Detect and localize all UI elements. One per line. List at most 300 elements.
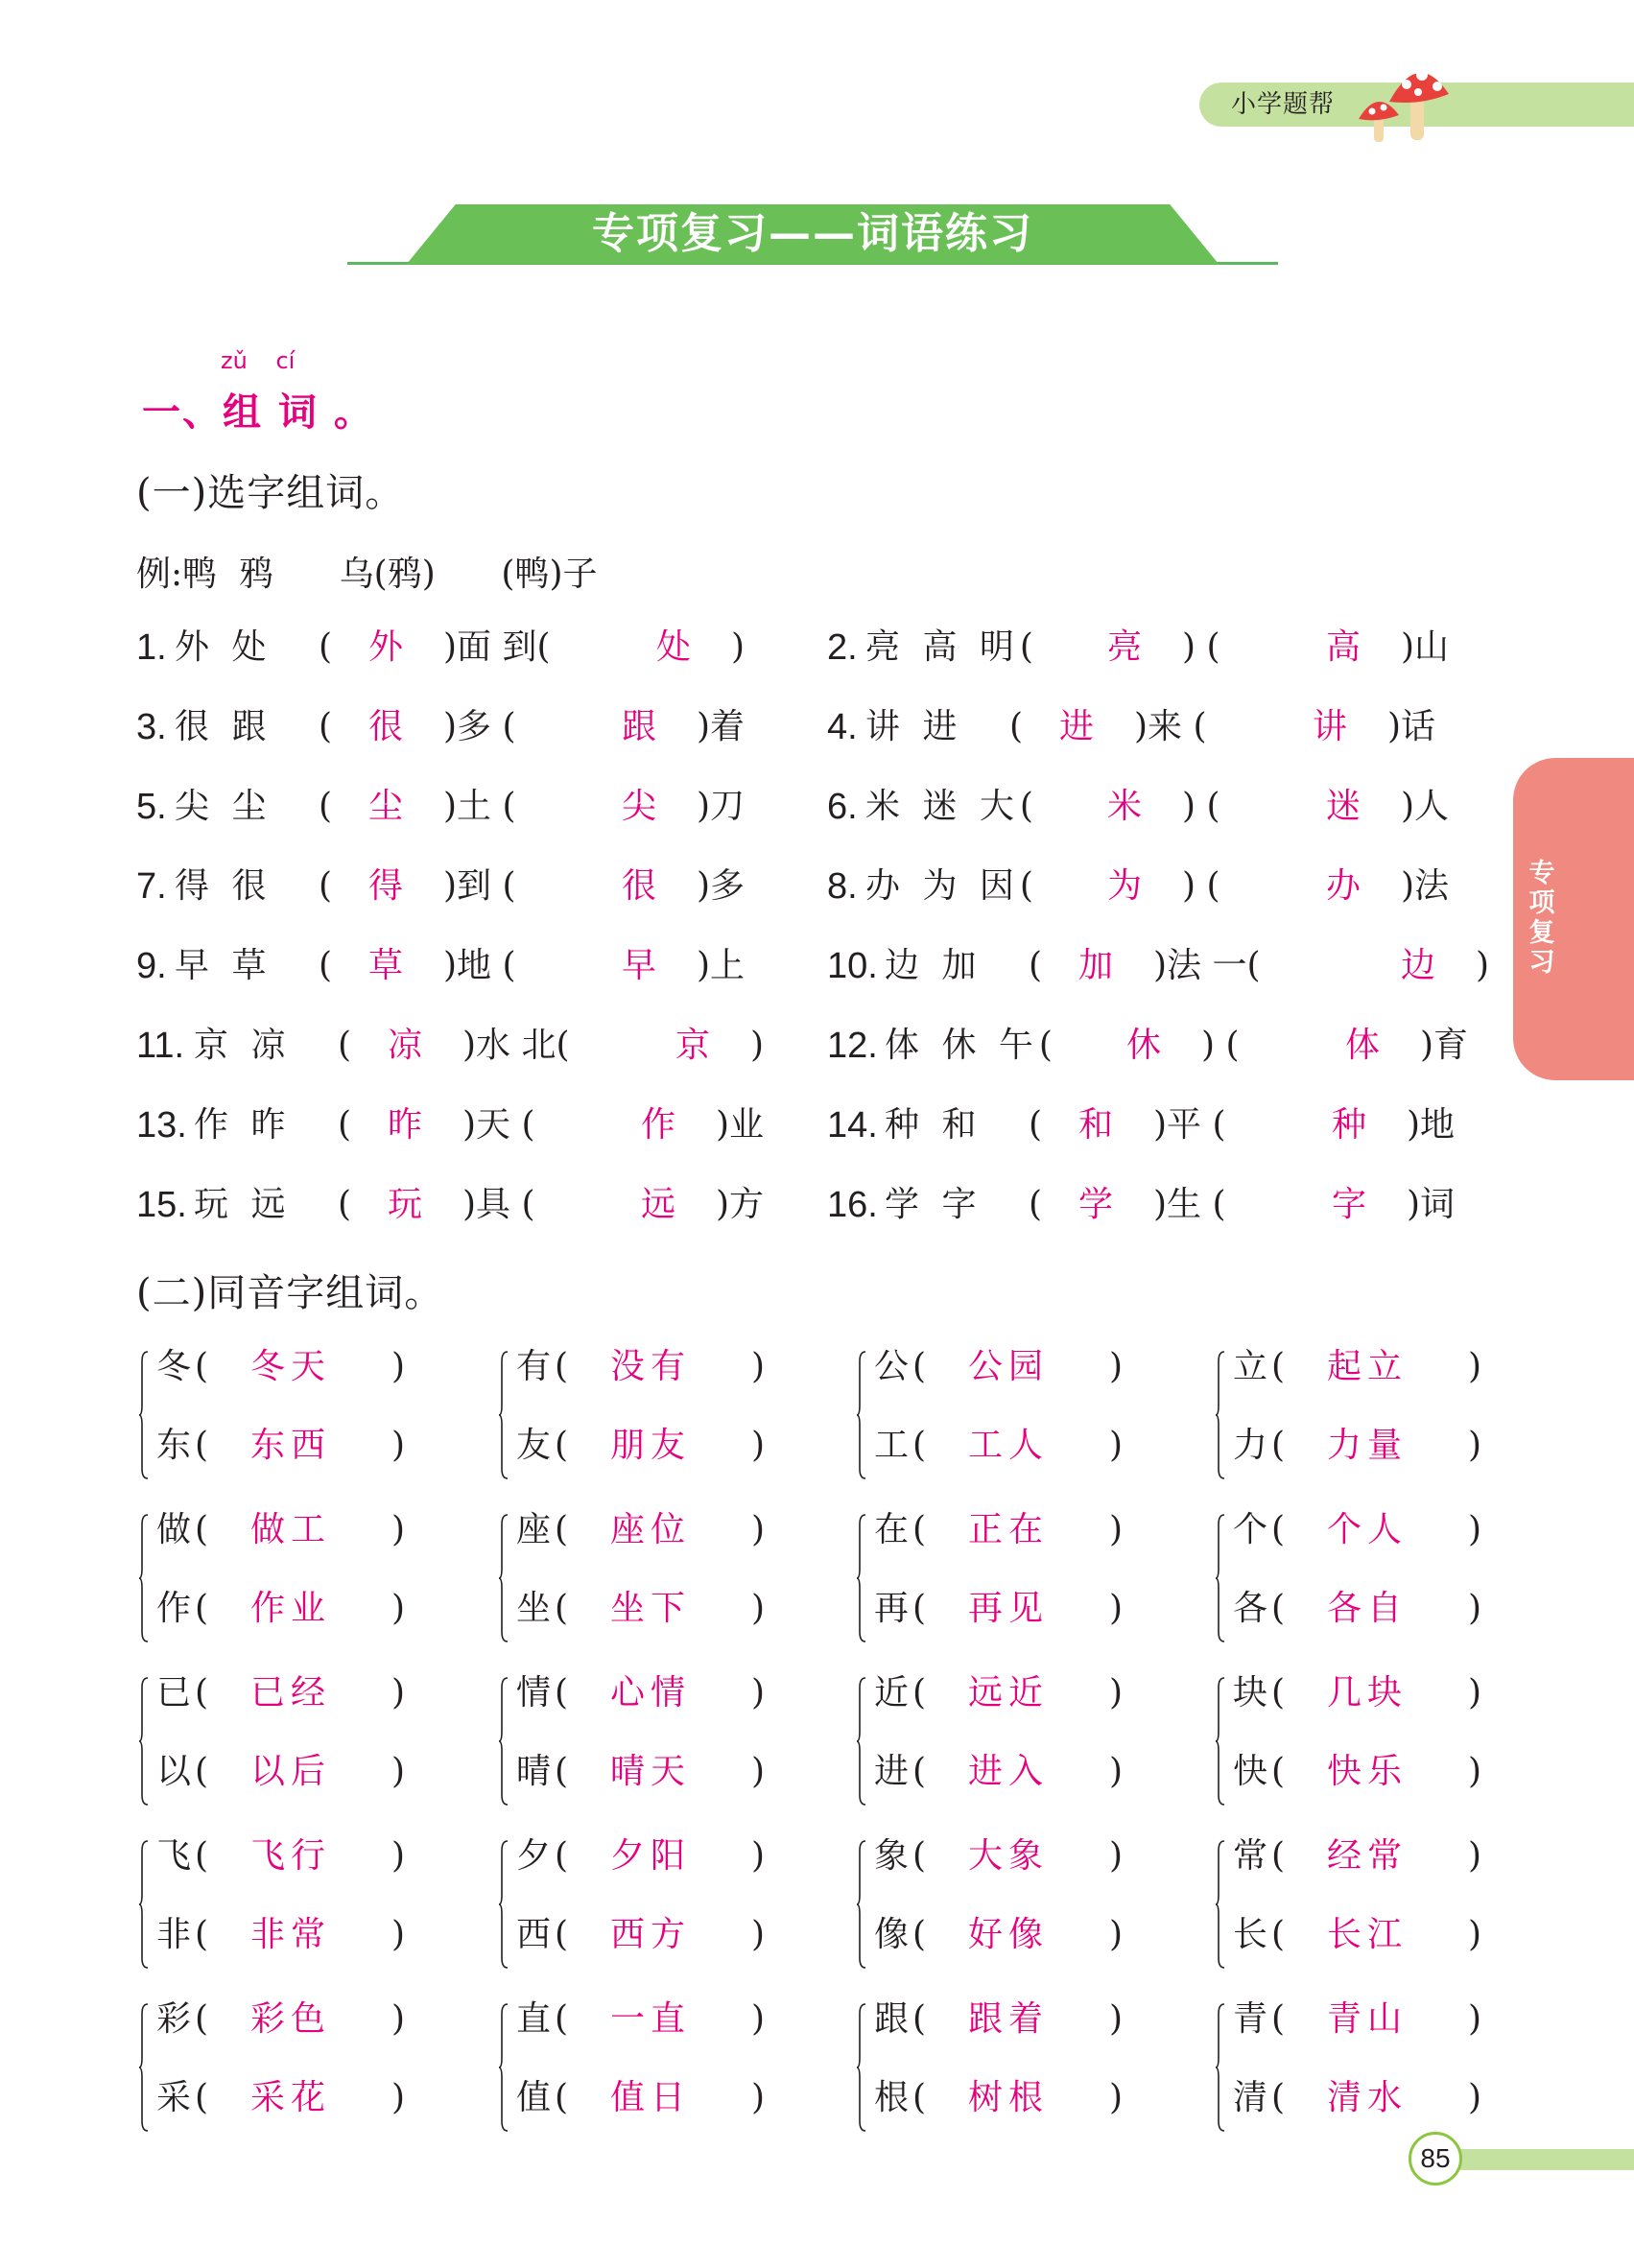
exercise-item: [136, 619, 808, 676]
homophone-char: 快: [1233, 1752, 1268, 1791]
exercise-item: [136, 858, 808, 915]
open-paren: (: [912, 1347, 927, 1386]
example-line: 例:鸭 鸦 乌(鸦) (鸭)子: [136, 555, 598, 594]
exercise-item: [827, 1176, 1499, 1234]
pair-row: [1233, 1417, 1540, 1475]
answer-text: 没有: [609, 1347, 691, 1386]
open-paren: (: [912, 1510, 927, 1549]
close-paren: ): [751, 1836, 766, 1876]
open-paren: (: [1271, 1510, 1286, 1549]
close-paren: ): [391, 1589, 406, 1628]
page-number: 85: [1420, 2143, 1451, 2173]
homophone-char: 已: [156, 1673, 192, 1713]
answer-text: 外: [367, 627, 403, 667]
homophone-char: 晴: [516, 1752, 552, 1791]
item-suffix: )话: [1387, 707, 1436, 746]
pair-row: [156, 1743, 463, 1801]
open-paren: (: [195, 2078, 209, 2117]
answer-text: 晴天: [609, 1752, 691, 1791]
homophone-pair: [1216, 1991, 1561, 2154]
pair-row: [516, 1991, 823, 2048]
answer-text: 西方: [609, 1915, 691, 1954]
pair-row: [156, 1665, 463, 1722]
pair-row: [516, 1338, 823, 1396]
open-paren: (: [338, 1105, 352, 1145]
open-paren: (: [555, 1915, 569, 1954]
pair-row: [874, 1338, 1181, 1396]
answer-text: 远: [640, 1185, 675, 1224]
answer-text: 很: [621, 866, 656, 906]
homophone-pair: [499, 1991, 844, 2154]
footer-bar: [1439, 2149, 1634, 2170]
item-middle: )地 (: [443, 946, 516, 985]
item-suffix: ): [750, 1026, 765, 1065]
homophone-char: 做: [156, 1510, 192, 1549]
homophone-pair: [1216, 1665, 1561, 1828]
homophone-pair: [499, 1665, 844, 1828]
pair-row: [874, 1580, 1181, 1638]
answer-text: 以后: [249, 1752, 331, 1791]
pair-row: [516, 1501, 823, 1559]
brace-icon: [139, 2000, 149, 2135]
homophone-char: 情: [516, 1673, 552, 1713]
open-paren: (: [912, 1999, 927, 2039]
answer-text: 进入: [967, 1752, 1049, 1791]
item-chars: 米 迷 大(: [865, 787, 1039, 826]
item-chars: 京 凉: [194, 1026, 292, 1065]
homophone-char: 作: [156, 1589, 192, 1628]
exercise-item: [136, 778, 808, 836]
pair-row: [1233, 1338, 1540, 1396]
answer-text: 做工: [249, 1510, 331, 1549]
homophone-char: 青: [1233, 1999, 1268, 2039]
homophone-pair: [857, 1665, 1202, 1828]
homophone-pair: [139, 1991, 485, 2154]
pair-row: [1233, 1828, 1540, 1885]
answer-text: 作业: [249, 1589, 331, 1628]
item-chars: 玩 远: [194, 1185, 292, 1224]
open-paren: (: [1029, 1185, 1043, 1224]
open-paren: (: [195, 1347, 209, 1386]
homophone-char: 工: [874, 1426, 910, 1465]
item-middle: )面 到(: [443, 627, 551, 667]
answer-text: 个人: [1326, 1510, 1408, 1549]
close-paren: ): [751, 1426, 766, 1465]
part2-heading: (二)同音字组词。: [136, 1271, 444, 1315]
item-middle: )来 (: [1134, 707, 1207, 746]
brace-icon: [139, 1837, 149, 1972]
item-number: 8.: [827, 866, 858, 907]
close-paren: ): [1109, 1510, 1124, 1549]
item-number: 16.: [827, 1185, 878, 1225]
homophone-pair: [139, 1501, 485, 1665]
pair-row: [1233, 1991, 1540, 2048]
item-chars: 体 休 午(: [885, 1026, 1058, 1065]
homophone-pair: [139, 1828, 485, 1991]
brace-icon: [1216, 2000, 1225, 2135]
homophone-char: 个: [1233, 1510, 1268, 1549]
item-middle: )到 (: [443, 866, 516, 906]
close-paren: ): [391, 1915, 406, 1954]
answer-text: 经常: [1326, 1836, 1408, 1876]
homophone-pair: [1216, 1338, 1561, 1501]
exercise-item: [827, 619, 1499, 676]
answer-text: 很: [367, 707, 403, 746]
close-paren: ): [1468, 1999, 1482, 2039]
brace-icon: [499, 2000, 509, 2135]
open-paren: (: [912, 1589, 927, 1628]
homophone-pair: [139, 1338, 485, 1501]
homophone-char: 力: [1233, 1426, 1268, 1465]
pair-row: [156, 1501, 463, 1559]
answer-text: 坐下: [609, 1589, 691, 1628]
exercise-item: [136, 1017, 808, 1075]
close-paren: ): [751, 1673, 766, 1713]
answer-text: 尖: [621, 787, 656, 826]
item-suffix: )上: [697, 946, 746, 985]
close-paren: ): [391, 2078, 406, 2117]
answer-text: 朋友: [609, 1426, 691, 1465]
pair-row: [874, 2069, 1181, 2127]
item-number: 15.: [136, 1185, 187, 1225]
answer-text: 清水: [1326, 2078, 1408, 2117]
answer-text: 玩: [387, 1185, 422, 1224]
open-paren: (: [912, 1673, 927, 1713]
open-paren: (: [1271, 1589, 1286, 1628]
close-paren: ): [391, 1426, 406, 1465]
answer-text: 飞行: [249, 1836, 331, 1876]
homophone-char: 非: [156, 1915, 192, 1954]
item-middle: ) (: [1182, 866, 1220, 906]
open-paren: (: [195, 1426, 209, 1465]
open-paren: (: [195, 1589, 209, 1628]
answer-text: 进: [1058, 707, 1094, 746]
open-paren: (: [338, 1185, 352, 1224]
item-suffix: )人: [1401, 787, 1450, 826]
homophone-char: 根: [874, 2078, 910, 2117]
answer-text: 和: [1077, 1105, 1113, 1145]
item-suffix: )业: [716, 1105, 765, 1145]
open-paren: (: [319, 627, 333, 667]
answer-text: 心情: [609, 1673, 691, 1713]
close-paren: ): [391, 1347, 406, 1386]
answer-text: 边: [1400, 946, 1435, 985]
brace-icon: [139, 1511, 149, 1645]
item-number: 1.: [136, 627, 167, 668]
homophone-char: 西: [516, 1915, 552, 1954]
pair-row: [516, 1580, 823, 1638]
homophone-pair: [857, 1338, 1202, 1501]
answer-text: 一直: [609, 1999, 691, 2039]
answer-text: 树根: [967, 2078, 1049, 2117]
pair-row: [1233, 1743, 1540, 1801]
pair-row: [156, 1580, 463, 1638]
answer-text: 草: [367, 946, 403, 985]
open-paren: (: [1029, 1105, 1043, 1145]
close-paren: ): [751, 1915, 766, 1954]
homophone-char: 在: [874, 1510, 910, 1549]
item-middle: )平 (: [1153, 1105, 1226, 1145]
item-number: 5.: [136, 787, 167, 827]
exercise-item: [827, 858, 1499, 915]
item-middle: )土 (: [443, 787, 516, 826]
open-paren: (: [319, 707, 333, 746]
brand-label: 小学题帮: [1231, 90, 1336, 119]
pair-row: [1233, 1580, 1540, 1638]
homophone-char: 坐: [516, 1589, 552, 1628]
open-paren: (: [195, 1836, 209, 1876]
open-paren: (: [555, 1752, 569, 1791]
answer-text: 米: [1106, 787, 1142, 826]
item-chars: 亮 高 明(: [865, 627, 1039, 667]
close-paren: ): [1468, 2078, 1482, 2117]
pair-row: [874, 1991, 1181, 2048]
homophone-char: 值: [516, 2078, 552, 2117]
homophone-char: 东: [156, 1426, 192, 1465]
item-suffix: )着: [697, 707, 746, 746]
pair-row: [874, 1743, 1181, 1801]
section-pinyin: zǔ cí: [221, 347, 296, 374]
item-chars: 边 加: [885, 946, 983, 985]
item-chars: 办 为 因(: [865, 866, 1039, 906]
answer-text: 亮: [1106, 627, 1142, 667]
pair-row: [1233, 1665, 1540, 1722]
answer-text: 体: [1344, 1026, 1380, 1065]
item-chars: 很 跟: [175, 707, 272, 746]
pair-row: [156, 1906, 463, 1964]
answer-text: 长江: [1326, 1915, 1408, 1954]
homophone-char: 座: [516, 1510, 552, 1549]
brace-icon: [857, 2000, 866, 2135]
answer-text: 夕阳: [609, 1836, 691, 1876]
answer-text: 工人: [967, 1426, 1049, 1465]
homophone-char: 采: [156, 2078, 192, 2117]
close-paren: ): [751, 1999, 766, 2039]
pair-row: [1233, 1906, 1540, 1964]
close-paren: ): [1468, 1752, 1482, 1791]
pair-row: [516, 1743, 823, 1801]
open-paren: (: [912, 1752, 927, 1791]
item-chars: 学 字: [885, 1185, 983, 1224]
open-paren: (: [555, 1999, 569, 2039]
open-paren: (: [1271, 1836, 1286, 1876]
answer-text: 几块: [1326, 1673, 1408, 1713]
answer-text: 字: [1331, 1185, 1366, 1224]
answer-text: 得: [367, 866, 403, 906]
open-paren: (: [195, 1673, 209, 1713]
answer-text: 彩色: [249, 1999, 331, 2039]
brace-icon: [499, 1837, 509, 1972]
answer-text: 作: [640, 1105, 675, 1145]
item-middle: ) (: [1201, 1026, 1240, 1065]
item-middle: )具 (: [462, 1185, 535, 1224]
close-paren: ): [751, 1347, 766, 1386]
answer-text: 处: [655, 627, 691, 667]
close-paren: ): [1109, 1347, 1124, 1386]
close-paren: ): [1109, 1673, 1124, 1713]
answer-text: 昨: [387, 1105, 422, 1145]
exercise-item: [136, 937, 808, 995]
item-number: 11.: [136, 1026, 185, 1066]
homophone-char: 夕: [516, 1836, 552, 1876]
answer-text: 远近: [967, 1673, 1049, 1713]
homophone-pair: [857, 1991, 1202, 2154]
item-chars: 种 和: [885, 1105, 983, 1145]
close-paren: ): [1468, 1426, 1482, 1465]
brace-icon: [1216, 1348, 1225, 1482]
homophone-char: 冬: [156, 1347, 192, 1386]
answer-text: 力量: [1326, 1426, 1408, 1465]
item-chars: 尖 尘: [175, 787, 272, 826]
homophone-char: 近: [874, 1673, 910, 1713]
pair-row: [516, 2069, 823, 2127]
open-paren: (: [1009, 707, 1024, 746]
answer-text: 已经: [249, 1673, 331, 1713]
answer-text: 为: [1106, 866, 1142, 906]
pair-row: [516, 1665, 823, 1722]
item-middle: ) (: [1182, 627, 1220, 667]
homophone-char: 块: [1233, 1673, 1268, 1713]
close-paren: ): [1109, 2078, 1124, 2117]
pair-row: [874, 1501, 1181, 1559]
open-paren: (: [338, 1026, 352, 1065]
answer-text: 青山: [1326, 1999, 1408, 2039]
homophone-char: 彩: [156, 1999, 192, 2039]
answer-text: 跟着: [967, 1999, 1049, 2039]
item-chars: 讲 进: [865, 707, 963, 746]
answer-text: 讲: [1312, 707, 1347, 746]
item-number: 3.: [136, 707, 167, 747]
item-middle: ) (: [1182, 787, 1220, 826]
answer-text: 高: [1325, 627, 1361, 667]
close-paren: ): [1109, 1752, 1124, 1791]
brace-icon: [499, 1674, 509, 1808]
homophone-char: 各: [1233, 1589, 1268, 1628]
answer-text: 采花: [249, 2078, 331, 2117]
homophone-pair: [139, 1665, 485, 1828]
answer-text: 迷: [1325, 787, 1361, 826]
homophone-char: 再: [874, 1589, 910, 1628]
pair-row: [1233, 2069, 1540, 2127]
item-suffix: )育: [1420, 1026, 1469, 1065]
pair-row: [156, 1991, 463, 2048]
open-paren: (: [195, 1915, 209, 1954]
section-heading: 一、组 词 。: [142, 390, 374, 435]
brace-icon: [499, 1511, 509, 1645]
close-paren: ): [391, 1752, 406, 1791]
brace-icon: [857, 1511, 866, 1645]
open-paren: (: [195, 1999, 209, 2039]
answer-text: 快乐: [1326, 1752, 1408, 1791]
open-paren: (: [319, 946, 333, 985]
open-paren: (: [555, 1426, 569, 1465]
answer-text: 大象: [967, 1836, 1049, 1876]
homophone-char: 常: [1233, 1836, 1268, 1876]
homophone-char: 公: [874, 1347, 910, 1386]
answer-text: 京: [675, 1026, 710, 1065]
exercise-item: [136, 1176, 808, 1234]
brace-icon: [139, 1348, 149, 1482]
pair-row: [1233, 1501, 1540, 1559]
item-number: 14.: [827, 1105, 878, 1146]
side-tab-label: 专项复习: [1528, 859, 1555, 978]
answer-text: 早: [621, 946, 656, 985]
exercise-item: [136, 698, 808, 756]
open-paren: (: [555, 1589, 569, 1628]
brace-icon: [1216, 1837, 1225, 1972]
open-paren: (: [1029, 946, 1043, 985]
answer-text: 冬天: [249, 1347, 331, 1386]
brace-icon: [857, 1837, 866, 1972]
item-suffix: )法: [1401, 866, 1450, 906]
item-number: 12.: [827, 1026, 878, 1066]
close-paren: ): [751, 1510, 766, 1549]
open-paren: (: [912, 2078, 927, 2117]
answer-text: 再见: [967, 1589, 1049, 1628]
homophone-pair: [1216, 1501, 1561, 1665]
homophone-pair: [499, 1828, 844, 1991]
homophone-pair: [1216, 1828, 1561, 1991]
brace-icon: [139, 1674, 149, 1808]
answer-text: 尘: [367, 787, 403, 826]
answer-text: 凉: [387, 1026, 422, 1065]
item-chars: 作 昨: [194, 1105, 292, 1145]
item-number: 4.: [827, 707, 858, 747]
homophone-char: 立: [1233, 1347, 1268, 1386]
close-paren: ): [1468, 1673, 1482, 1713]
open-paren: (: [912, 1426, 927, 1465]
open-paren: (: [555, 1836, 569, 1876]
item-suffix: )方: [716, 1185, 765, 1224]
homophone-char: 直: [516, 1999, 552, 2039]
answer-text: 公园: [967, 1347, 1049, 1386]
item-middle: )法 一(: [1153, 946, 1261, 985]
close-paren: ): [1468, 1589, 1482, 1628]
open-paren: (: [555, 1673, 569, 1713]
open-paren: (: [1271, 1673, 1286, 1713]
item-number: 10.: [827, 946, 878, 986]
open-paren: (: [1271, 2078, 1286, 2117]
homophone-pair: [499, 1338, 844, 1501]
open-paren: (: [319, 866, 333, 906]
close-paren: ): [1468, 1915, 1482, 1954]
exercise-item: [827, 937, 1499, 995]
item-number: 6.: [827, 787, 858, 827]
homophone-pair: [499, 1501, 844, 1665]
exercise-item: [827, 1017, 1499, 1075]
close-paren: ): [1109, 1999, 1124, 2039]
answer-text: 座位: [609, 1510, 691, 1549]
open-paren: (: [555, 1347, 569, 1386]
close-paren: ): [391, 1673, 406, 1713]
close-paren: ): [1109, 1915, 1124, 1954]
homophone-pair: [857, 1828, 1202, 1991]
pair-row: [874, 1417, 1181, 1475]
item-number: 9.: [136, 946, 167, 986]
close-paren: ): [1109, 1836, 1124, 1876]
item-chars: 外 处: [175, 627, 272, 667]
open-paren: (: [319, 787, 333, 826]
homophone-char: 有: [516, 1347, 552, 1386]
item-suffix: )多: [697, 866, 746, 906]
homophone-char: 以: [156, 1752, 192, 1791]
close-paren: ): [1109, 1426, 1124, 1465]
pair-row: [156, 1828, 463, 1885]
pair-row: [516, 1417, 823, 1475]
item-middle: )多 (: [443, 707, 516, 746]
close-paren: ): [1468, 1510, 1482, 1549]
close-paren: ): [751, 2078, 766, 2117]
